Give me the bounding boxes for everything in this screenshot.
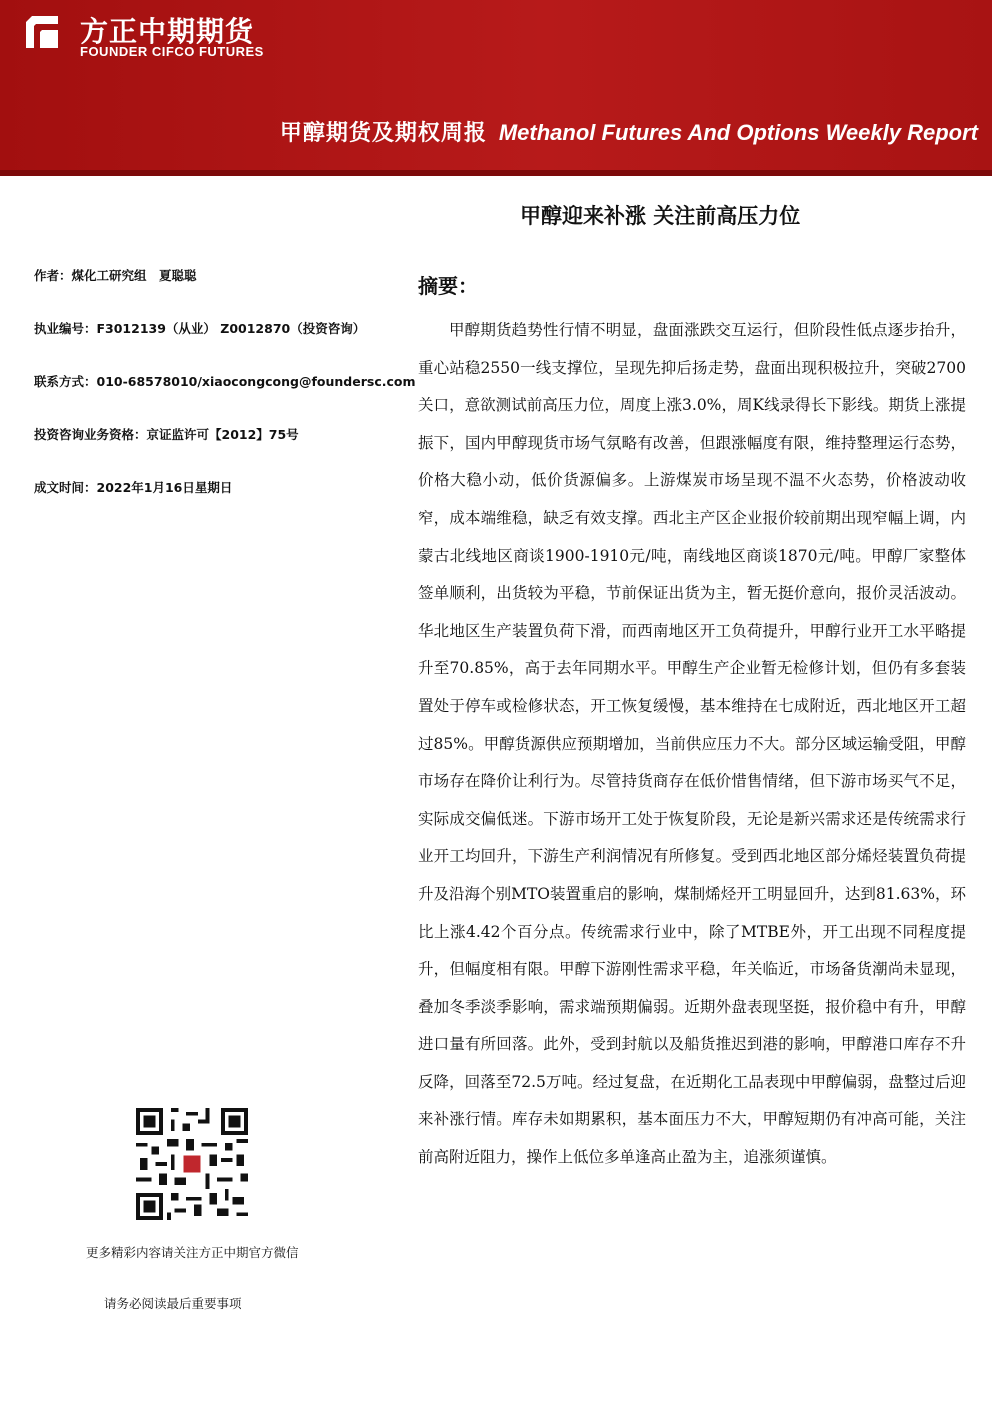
meta-date: 成文时间：2022年1月16日星期日 xyxy=(34,480,233,495)
founder-logo-icon xyxy=(22,12,62,52)
disclaimer-note: 请务必阅读最后重要事项 xyxy=(104,1296,242,1311)
report-title-cn: 甲醇期货及期权周报 xyxy=(279,121,487,146)
meta-license-number: 执业编号：F3012139（从业） Z0012870（投资咨询） xyxy=(34,321,366,336)
logo-text-en: FOUNDER CIFCO FUTURES xyxy=(80,44,264,59)
wechat-qr-code-icon xyxy=(136,1108,248,1220)
report-title xyxy=(280,118,978,150)
header-divider xyxy=(0,170,992,176)
meta-qualification: 投资咨询业务资格：京证监许可【2012】75号 xyxy=(34,427,299,442)
header-banner xyxy=(0,0,992,170)
meta-contact: 联系方式：010-68578010/xiaocongcong@foundersc.com xyxy=(34,374,416,389)
headline: 甲醇迎来补涨 关注前高压力位 xyxy=(520,204,801,228)
summary-title: 摘要： xyxy=(418,274,478,298)
logo-text-cn: 方正中期期货 xyxy=(80,15,255,48)
summary-body: 甲醇期货趋势性行情不明显，盘面涨跌交互运行，但阶段性低点逐步抬升，重心站稳2550一线支撑位，呈现先抑后扬走势，盘面出现积极拉升，突破2700关口，意欲测试前高压力位，周度上涨3.0%，周K线录得长下影线。期货上涨提振下，国内甲醇现货市场气氛略有改善，但跟涨幅度有限，维持整理运行态势，价格大稳小动，低价货源偏多。上游煤炭市场呈现不温不火态势，价格波动收窄，成本端维稳，缺乏有效支撑。西北主产区企业报价较前期出现窄幅上调，内蒙古北线地区商谈1900-1910元/吨，南线地区商谈1870元/吨。甲醇厂家整体签单顺利，出货较为平稳，节前保证出货为主，暂无挺价意向，报价灵活波动。华北地区生产装置负荷下滑，而西南地区开工负荷提升，甲醇行业开工水平略提升至70.85%，高于去年同期水平。甲醇生产企业暂无检修计划，但仍有多套装置处于停车或检修状态，开工恢复缓慢，基本维持在七成附近，西北地区开工超过85%。甲醇货源供应预期增加，当前供应压力不大。部分区域运输受阻，甲醇市场存在降价让利行为。尽管持货商存在低价惜售情绪，但下游市场买气不足，实际成交偏低迷。下游市场开工处于恢复阶段，无论是新兴需求还是传统需求行业开工均回升，下游生产利润情况有所修复。受到西北地区部分烯烃装置负荷提升及沿海个别MTO装置重启的影响，煤制烯烃开工明显回升，达到81.63%，环比上涨4.42个百分点。传统需求行业中，除了MTBE外，开工出现不同程度提升，但幅度相有限。甲醇下游刚性需求平稳，年关临近，市场备货潮尚未显现，叠加冬季淡季影响，需求端预期偏弱。近期外盘表现坚挺，报价稳中有升，甲醇进口量有所回落。此外，受到封航以及船货推迟到港的影响，甲醇港口库存不升反降，回落至72.5万吨。经过复盘，在近期化工品表现中甲醇偏弱，盘整过后迎来补涨行情。库存未如期累积，基本面压力不大，甲醇短期仍有冲高可能，关注前高附近阻力，操作上低位多单逢高止盈为主，追涨须谨慎。 xyxy=(418,321,966,1167)
report-title-en: Methanol Futures And Options Weekly Report xyxy=(498,120,978,145)
qr-caption: 更多精彩内容请关注方正中期官方微信 xyxy=(86,1245,299,1260)
author-meta xyxy=(34,262,416,527)
meta-author: 作者：煤化工研究组 夏聪聪 xyxy=(34,268,197,283)
